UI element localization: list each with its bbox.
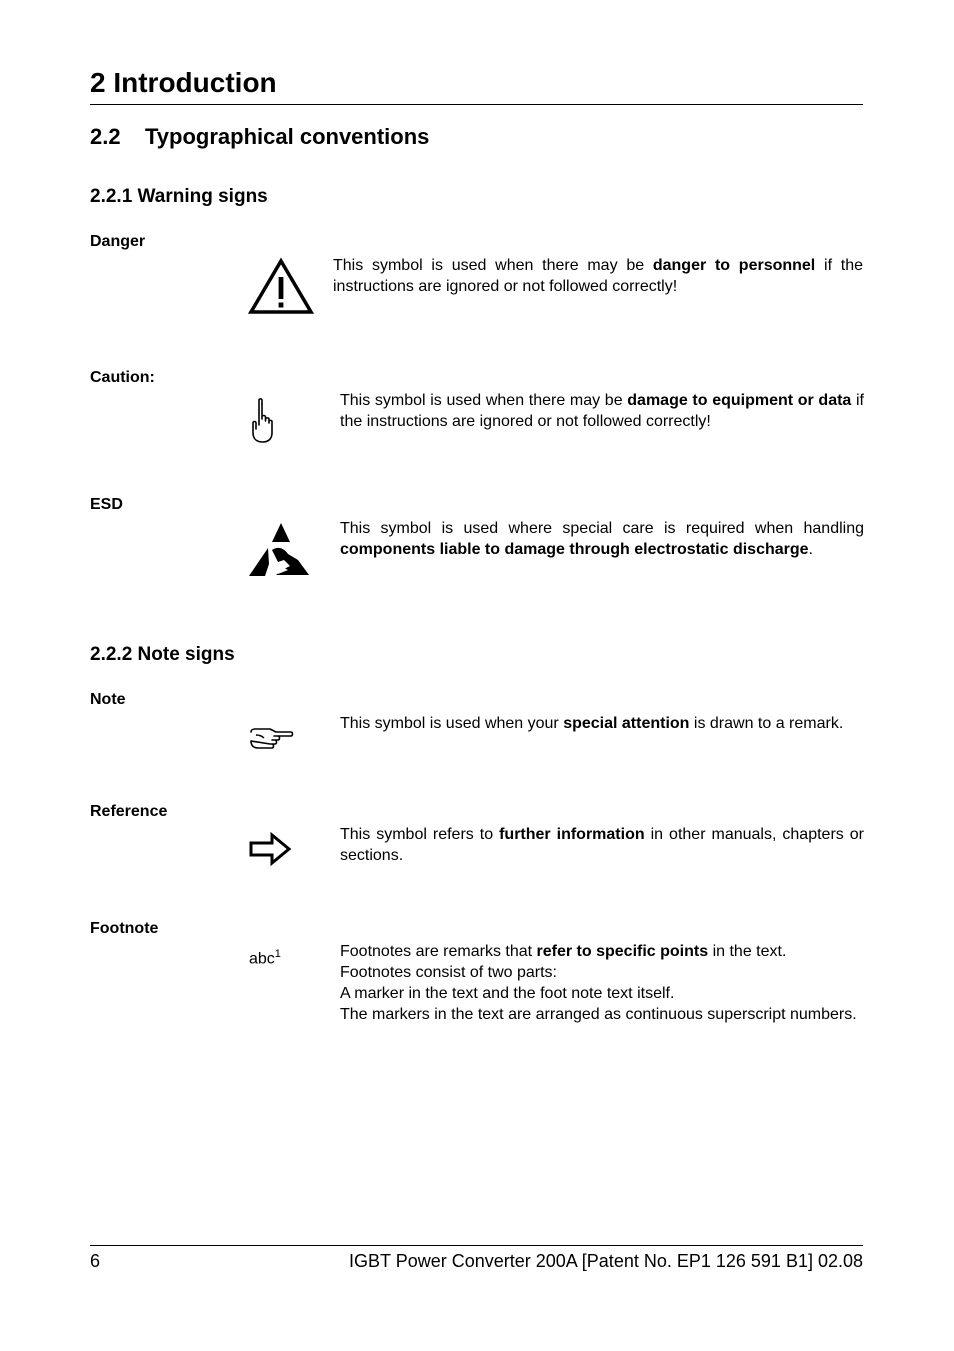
warning-triangle-icon — [248, 257, 314, 315]
subsection-number: 2.2.2 — [90, 644, 133, 665]
pointing-hand-icon — [248, 726, 294, 752]
footer-divider — [90, 1245, 863, 1246]
esd-description: This symbol is used where special care is required when handling components liable to damage through electrostatic discharge. — [340, 520, 864, 558]
document-title: IGBT Power Converter 200A [Patent No. EP1 126 591 B1] 02.08 — [349, 1251, 863, 1271]
reference-description: This symbol refers to further information in other manuals, chapters or sections. — [340, 826, 864, 864]
subsection-title-warning-signs — [90, 184, 268, 210]
caution-description: This symbol is used when there may be damage to equipment or data if the instructions are ignored or not followed correctly! — [340, 392, 864, 430]
footnote-superscript: 1 — [274, 948, 281, 960]
esd-hand-triangle-icon — [248, 520, 312, 578]
reference-label: Reference — [90, 803, 168, 820]
footnote-line-1: Footnotes are remarks that refer to specific points in the text. — [340, 943, 787, 960]
footnote-line-3: A marker in the text and the foot note text itself. — [340, 985, 675, 1002]
chapter-title: 2 Introduction — [90, 67, 277, 98]
subsection-title-text: Note signs — [137, 644, 235, 665]
subsection-title-note-signs — [90, 642, 235, 668]
footnote-label: Footnote — [90, 920, 159, 937]
raised-finger-hand-icon — [248, 397, 276, 445]
section-title — [90, 122, 429, 152]
caution-label: Caution: — [90, 369, 155, 386]
page-number: 6 — [90, 1251, 101, 1271]
footnote-marker-example: abc$^1$ — [249, 948, 281, 968]
note-label: Note — [90, 691, 126, 708]
chapter-divider — [90, 104, 863, 105]
footnote-description — [340, 941, 864, 1025]
note-description: This symbol is used when your special attention is drawn to a remark. — [340, 715, 844, 732]
danger-description: This symbol is used when there may be danger to personnel if the instructions are ignored or not followed correctly! — [333, 257, 863, 295]
section-number: 2.2 — [90, 124, 121, 149]
subsection-title-text: Warning signs — [137, 186, 268, 207]
esd-label: ESD — [90, 496, 123, 513]
subsection-number: 2.2.1 — [90, 186, 133, 207]
danger-label: Danger — [90, 233, 146, 250]
outline-arrow-right-icon — [248, 832, 292, 866]
section-title-text: Typographical conventions — [145, 124, 430, 149]
footnote-line-2: Footnotes consist of two parts: — [340, 964, 557, 981]
footnote-line-4: The markers in the text are arranged as continuous superscript numbers. — [340, 1006, 857, 1023]
